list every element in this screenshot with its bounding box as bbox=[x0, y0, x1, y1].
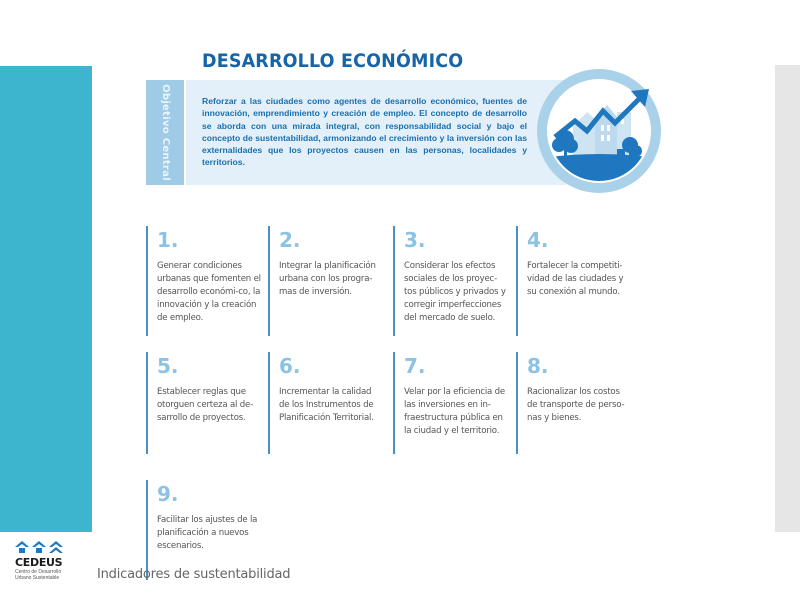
page-title: DESARROLLO ECONÓMICO bbox=[202, 50, 464, 72]
cedeus-logo bbox=[15, 540, 75, 595]
objective-item-4 bbox=[516, 226, 631, 336]
logo-brand: CEDEUS bbox=[15, 556, 63, 569]
item-text: Considerar los efectos sociales de los proyec-tos públicos y privados y corregir imperfecciones del mercado de suelo. bbox=[404, 261, 506, 323]
logo-subtitle-1: Centro de Desarrollo bbox=[15, 569, 62, 575]
logo-subtitle-2: Urbano Sustentable bbox=[15, 575, 60, 581]
item-text: Incrementar la calidad de los Instrumentos de Planificación Territorial. bbox=[279, 387, 374, 423]
item-number: 8. bbox=[527, 354, 549, 378]
houses-icon bbox=[15, 540, 75, 554]
objective-item-2 bbox=[268, 226, 383, 336]
item-number: 9. bbox=[157, 482, 179, 506]
left-accent-bar bbox=[0, 66, 92, 532]
item-text: Generar condiciones urbanas que fomenten el desarrollo económi-co, la innovación y la creación de empleo. bbox=[157, 261, 261, 323]
item-text: Velar por la eficiencia de las inversiones en in-fraestructura pública en la ciudad y el territorio. bbox=[404, 387, 505, 436]
right-side-bar bbox=[775, 65, 800, 532]
objective-item-7 bbox=[393, 352, 508, 454]
item-number: 5. bbox=[157, 354, 179, 378]
item-number: 7. bbox=[404, 354, 426, 378]
economic-growth-city-icon bbox=[535, 67, 663, 195]
objective-item-5 bbox=[146, 352, 261, 454]
objective-item-1 bbox=[146, 226, 261, 336]
item-number: 3. bbox=[404, 228, 426, 252]
objective-label bbox=[146, 80, 184, 185]
item-number: 6. bbox=[279, 354, 301, 378]
objective-item-3 bbox=[393, 226, 508, 336]
item-text: Integrar la planificación urbana con los progra-mas de inversión. bbox=[279, 261, 376, 297]
objective-label-text: Objetivo Central bbox=[159, 84, 171, 181]
item-text: Fortalecer la competiti-vidad de las ciudades y su conexión al mundo. bbox=[527, 261, 624, 297]
item-text: Racionalizar los costos de transporte de perso-nas y bienes. bbox=[527, 387, 625, 423]
item-text: Facilitar los ajustes de la planificación a nuevos escenarios. bbox=[157, 515, 258, 551]
objective-item-9 bbox=[146, 480, 261, 580]
objective-item-6 bbox=[268, 352, 383, 454]
item-number: 1. bbox=[157, 228, 179, 252]
item-text: Establecer reglas que otorguen certeza al de-sarrollo de proyectos. bbox=[157, 387, 253, 423]
objective-item-8 bbox=[516, 352, 631, 454]
item-number: 2. bbox=[279, 228, 301, 252]
objective-text: Reforzar a las ciudades como agentes de desarrollo económico, fuentes de innovación, emprendimiento y creación de empleo. El concepto de desarrollo se aborda con una mirada integral, con responsabilidad social y bajo el concepto de sustentabilidad, armonizando el crecimiento y la inversión con las externalidades que los proyectos causen en las personas, localidades y territorios. bbox=[202, 96, 527, 168]
footer-text: Indicadores de sustentabilidad bbox=[97, 567, 291, 582]
item-number: 4. bbox=[527, 228, 549, 252]
